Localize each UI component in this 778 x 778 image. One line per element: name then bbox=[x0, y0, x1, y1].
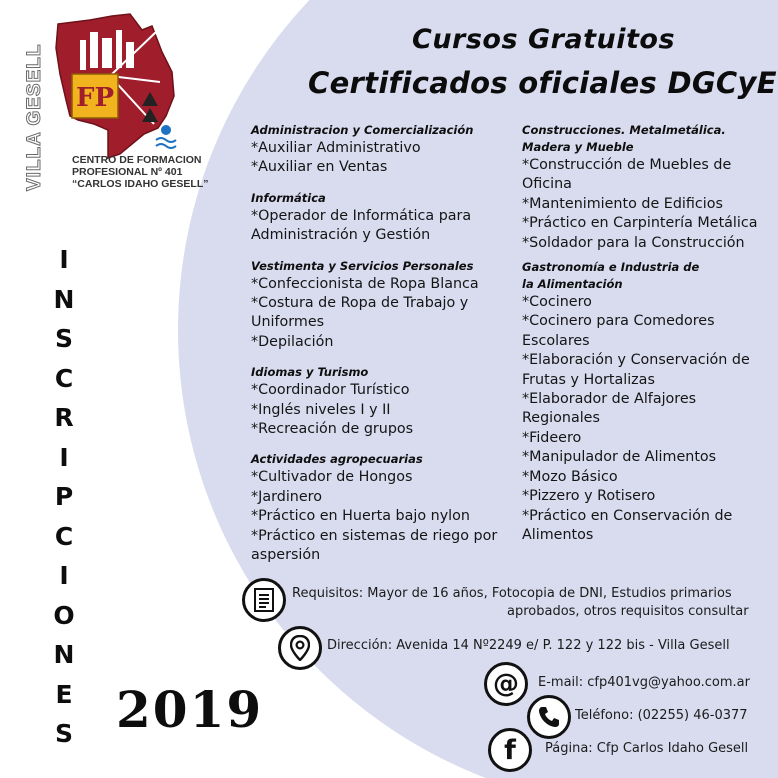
course-item: *Jardinero bbox=[251, 488, 322, 505]
logo-line-3: “CARLOS IDAHO GESELL” bbox=[72, 178, 209, 190]
course-item: *Elaboración y Conservación de Frutas y Hortalizas bbox=[522, 352, 750, 388]
logo-line-2: PROFESIONAL Nº 401 bbox=[72, 166, 183, 178]
course-item: *Elaborador de Alfajores Regionales bbox=[522, 391, 697, 427]
letter: R bbox=[54, 403, 74, 432]
category-title: Informática bbox=[251, 190, 326, 205]
telefono-text[interactable]: Teléfono: (02255) 46-0377 bbox=[575, 708, 748, 723]
course-item: *Coordinador Turístico bbox=[251, 382, 410, 399]
course-item: *Mozo Básico bbox=[522, 468, 618, 485]
pagina-text[interactable]: Página: Cfp Carlos Idaho Gesell bbox=[545, 741, 749, 756]
course-item: *Cocinero bbox=[522, 294, 592, 311]
logo-badge: FP bbox=[75, 83, 115, 113]
letter: C bbox=[54, 363, 74, 393]
year: 2019 bbox=[116, 680, 264, 739]
logo-line-1: CENTRO DE FORMACION bbox=[72, 154, 202, 166]
course-item: *Cocinero para Comedores Escolares bbox=[522, 313, 715, 349]
course-item: *Soldador para la Construcción bbox=[522, 234, 745, 251]
course-item: *Confeccionista de Ropa Blanca bbox=[251, 275, 479, 292]
email-text[interactable]: E-mail: cfp401vg@yahoo.com.ar bbox=[538, 675, 750, 690]
course-item: *Auxiliar en Ventas bbox=[251, 159, 388, 176]
category-title-line-2: Madera y Mueble bbox=[522, 140, 634, 154]
title-line-1: Cursos Gratuitos bbox=[412, 24, 676, 55]
letter: S bbox=[54, 719, 73, 748]
course-item: *Construcción de Muebles de Oficina bbox=[522, 157, 732, 193]
letter: N bbox=[53, 640, 75, 669]
at-icon: @ bbox=[484, 662, 528, 706]
course-item: *Recreación de grupos bbox=[251, 421, 414, 438]
course-item: *Pizzero y Rotisero bbox=[522, 488, 656, 505]
category-title: Administracion y Comercialización bbox=[251, 123, 474, 137]
location-pin-icon bbox=[278, 626, 322, 670]
course-item: *Manipulador de Alimentos bbox=[522, 449, 717, 466]
category-title: Vestimenta y Servicios Personales bbox=[251, 258, 474, 273]
facebook-icon: f bbox=[488, 728, 532, 772]
course-item: *Fideero bbox=[522, 429, 582, 446]
letter: I bbox=[59, 245, 69, 274]
requisitos-line-2: aprobados, otros requisitos consultar bbox=[507, 604, 749, 619]
letter: E bbox=[55, 679, 73, 709]
institution-logo bbox=[14, 12, 244, 202]
category-title-line-2: la Alimentación bbox=[522, 277, 623, 292]
right-course-column bbox=[522, 122, 778, 545]
category-title: Idiomas y Turismo bbox=[251, 365, 369, 380]
course-item: *Depilación bbox=[251, 333, 334, 350]
letter: S bbox=[54, 324, 73, 353]
course-item: *Operador de Informática para Administración y Gestión bbox=[251, 207, 472, 244]
letter: I bbox=[59, 561, 69, 590]
course-item: *Auxiliar Administrativo bbox=[251, 140, 421, 156]
phone-icon bbox=[527, 695, 571, 739]
requisitos-line-1: Requisitos: Mayor de 16 años, Fotocopia de DNI, Estudios primarios bbox=[292, 586, 732, 601]
logo-caption bbox=[72, 154, 252, 190]
letter: P bbox=[54, 482, 74, 511]
left-course-column bbox=[251, 122, 513, 566]
course-item: *Cultivador de Hongos bbox=[251, 469, 413, 486]
course-item: *Mantenimiento de Edificios bbox=[522, 195, 723, 212]
course-item: *Costura de Ropa de Trabajo y Uniformes bbox=[251, 295, 469, 331]
direccion-text: Dirección: Avenida 14 Nº2249 e/ P. 122 y 122 bis - Villa Gesell bbox=[327, 638, 730, 653]
course-item: *Práctico en sistemas de riego por aspersión bbox=[251, 527, 498, 564]
letter: I bbox=[59, 442, 69, 472]
category-title: Construcciones. Metalmetálica. bbox=[522, 123, 726, 137]
course-item: *Práctico en Carpintería Metálica bbox=[522, 215, 758, 232]
letter: N bbox=[53, 284, 75, 314]
document-icon bbox=[242, 578, 286, 622]
category-title: Actividades agropecuarias bbox=[251, 452, 423, 467]
category-title: Gastronomía e Industria de bbox=[522, 260, 700, 275]
course-item: *Práctico en Huerta bajo nylon bbox=[251, 508, 470, 525]
inscripciones-vertical bbox=[44, 240, 84, 754]
course-item: *Práctico en Conservación de Alimentos bbox=[522, 507, 733, 543]
letter: C bbox=[54, 521, 74, 551]
letter: O bbox=[53, 600, 75, 630]
logo-vertical-text: VILLA GESELL bbox=[24, 43, 45, 191]
title-line-2: Certificados oficiales DGCyE bbox=[308, 66, 777, 100]
course-item: *Inglés niveles I y II bbox=[251, 401, 391, 418]
province-map-icon bbox=[50, 12, 180, 162]
